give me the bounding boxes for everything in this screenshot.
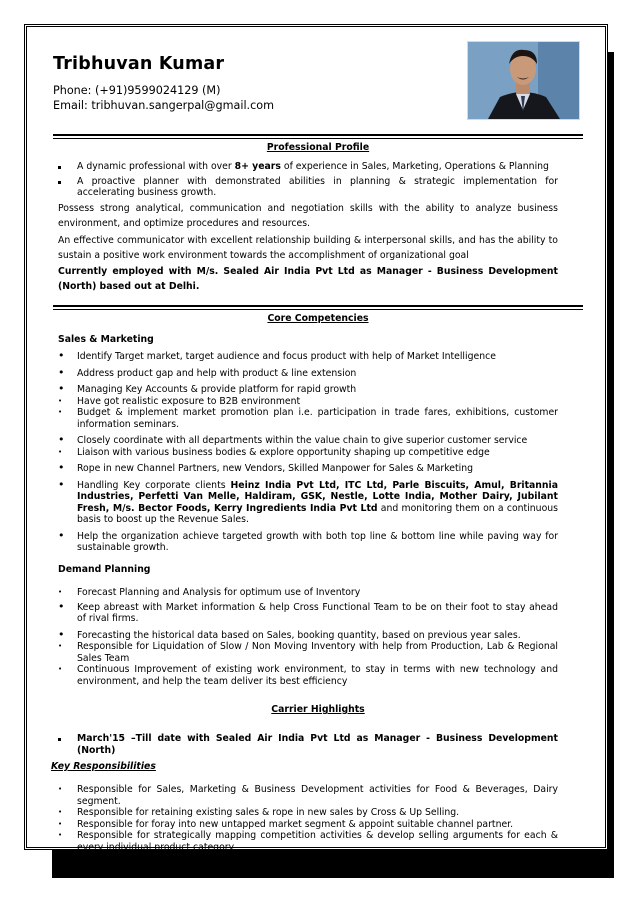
list-item [58,641,558,664]
item-text: and monitoring them on a continuous basis to boost up the Revenue Sales. [77,502,558,525]
bullet-icon: • [58,396,63,405]
profile-paragraph-2: An effective communicator with excellent relationship building & interpersonal skills, and has the ability to sustain a positive work environment towards the accomplishment of organizational goal [58,235,558,261]
list-item [58,463,558,475]
item-text: A proactive planner with demonstrated abilities in planning & strategic implementation for accelerating business growth. [77,175,558,198]
list-item [58,435,558,447]
section-divider [53,134,583,139]
bullet-icon: • [58,433,65,446]
bullet-icon: • [58,808,63,816]
item-text: Forecasting the historical data based on Sales, booking quantity, based on previous year sales. [77,629,521,641]
list-item [58,830,558,853]
item-text: Help the organization achieve targeted growth with both top line & bottom line while paving way for sustainable growth. [77,530,558,553]
list-item [58,807,558,819]
bullet-icon: • [58,408,63,416]
item-text: Liaison with various business bodies & explore opportunity shaping up competitive edge [77,446,490,458]
career-heading: Carrier Highlights [271,704,365,715]
profile-bullets [58,161,558,199]
list-item [58,599,558,625]
bullet-icon [58,733,61,745]
bullet-icon: • [58,382,65,395]
item-text: March'15 –Till date with Sealed Air India Pvt Ltd as Manager - Business Development (North) [77,733,558,756]
bullet-icon: • [58,627,65,641]
bullet-icon: • [58,785,63,793]
list-item [58,161,558,173]
phone-line: Phone: (+91)9599024129 (M) [53,84,221,97]
bullet-icon: • [58,831,63,839]
list-item [58,587,558,599]
profile-paragraph-1: Possess strong analytical, communication and negotiation skills with the ability to analyze business environment, and optimize procedures and resources. [58,203,558,229]
item-text: Forecast Planning and Analysis for optimum use of Inventory [77,587,361,598]
email-line: Email: tribhuvan.sangerpal@gmail.com [53,99,274,112]
list-item [58,784,558,807]
list-item [58,664,558,687]
item-text: Responsible for Liquidation of Slow / Non Moving Inventory with help from Production, Lab & Regional Sales Team [77,641,558,664]
list-item [58,733,558,756]
sales-marketing-list [58,351,558,554]
bullet-icon [58,176,61,188]
item-text: Keep abreast with Market information & help Cross Functional Team to be on their foot to stay ahead of rival firms. [77,601,558,624]
item-text: of experience in Sales, Marketing, Operations & Planning [280,161,549,172]
bullet-icon: • [58,819,63,828]
item-text: Closely coordinate with all departments within the value chain to give superior customer service [77,435,528,446]
resume-page [24,24,608,853]
bullet-icon: • [58,477,65,491]
list-item [58,176,558,199]
bullet-icon: • [58,461,65,474]
candidate-name: Tribhuvan Kumar [53,54,225,74]
item-text: A dynamic professional with over [77,161,235,172]
list-item [58,351,558,363]
item-text: Identify Target market, target audience and focus product with help of Market Intelligence [77,351,496,362]
section-divider [53,305,583,310]
profile-photo [467,41,580,120]
bullet-icon: • [58,349,65,362]
item-bold-text: 8+ years [234,161,281,172]
current-employment: Currently employed with M/s. Sealed Air India Pvt Ltd as Manager - Business Development (North) based out at Delhi. [58,266,558,292]
item-bold-text: Heinz India Pvt Ltd, ITC Ltd, Parle Biscuits, Amul, Britannia Industries, Perfetti Van Melle, Haldiram, GSK, Nestle, Lotte India, Mother Dairy, Jubilant Fresh, M/s. Bector Foods, Kerry Ingredients India Pvt Ltd [77,479,558,514]
item-text: Responsible for strategically mapping competition activities & develop selling arguments for each & every individual product category [77,830,558,853]
career-highlight [58,733,558,756]
demand-planning-title: Demand Planning [58,564,151,575]
bullet-icon [58,161,61,173]
profile-heading: Professional Profile [266,142,370,153]
item-text: Budget & implement market promotion plan i.e. participation in trade fares, exhibitions, customer information seminars. [77,407,558,430]
demand-planning-list [58,587,558,687]
list-item [58,396,558,408]
item-text: Have got realistic exposure to B2B environment [77,395,301,407]
item-text: Managing Key Accounts & provide platform for rapid growth [77,384,357,395]
item-text: Handling Key corporate clients [77,479,231,491]
bullet-icon: • [58,599,65,613]
list-item [58,477,558,526]
bullet-icon: • [58,528,65,542]
bullet-icon: • [58,447,63,456]
key-responsibilities-title: Key Responsibilities [51,761,156,772]
list-item [58,528,558,554]
bullet-icon: • [58,665,63,673]
item-text: Address product gap and help with product & line extension [77,367,357,379]
key-responsibilities-list [58,781,558,853]
list-item [58,447,558,459]
list-item [58,627,558,642]
item-text: Continuous Improvement of existing work environment, to stay in terms with new technology and environment, and help the team deliver its best efficiency [77,664,558,687]
item-text: Rope in new Channel Partners, new Vendors, Skilled Manpower for Sales & Marketing [77,463,474,474]
list-item [58,384,558,396]
item-text: Responsible for Sales, Marketing & Business Development activities for Food & Beverages, Dairy segment. [77,784,558,807]
competencies-heading: Core Competencies [267,313,369,324]
list-item [58,819,558,831]
item-text: Responsible for retaining existing sales & rope in new sales by Cross & Up Selling. [77,807,460,818]
list-item [58,407,558,430]
sales-marketing-title: Sales & Marketing [58,334,154,345]
bullet-icon: • [58,365,65,379]
bullet-icon: • [58,642,63,650]
bullet-icon: • [58,588,63,596]
list-item [58,365,558,380]
item-text: Responsible for foray into new untapped market segment & appoint suitable channel partner. [77,818,514,830]
